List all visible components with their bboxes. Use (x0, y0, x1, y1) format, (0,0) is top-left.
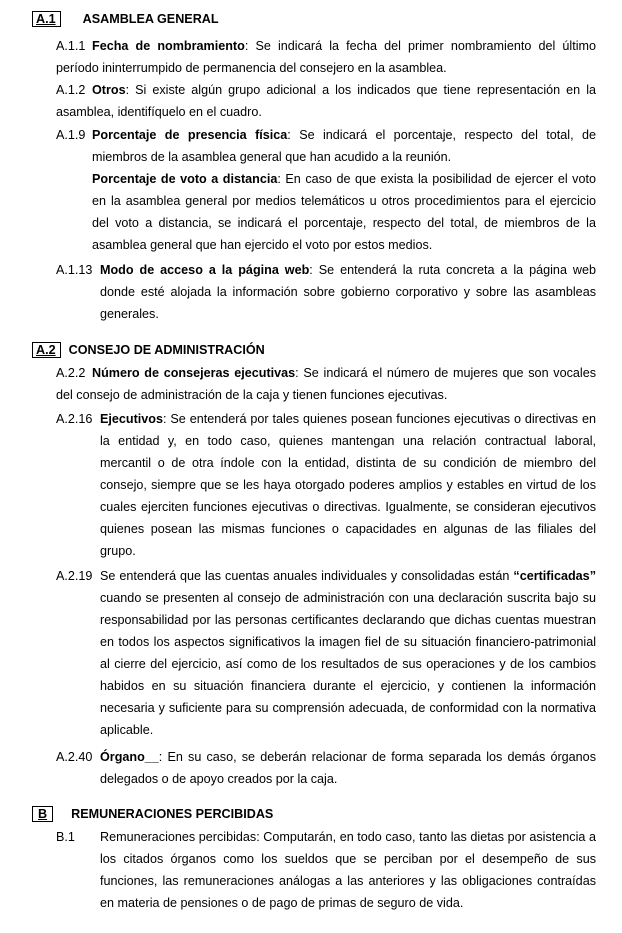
item-number: A.2.2 (56, 366, 86, 380)
item-number: A.2.16 (56, 412, 93, 426)
list-item (56, 35, 596, 79)
section-code: A.1 (32, 11, 61, 27)
item-text (56, 124, 596, 168)
item-body-2: : En caso de que exista la posibilidad de ejercer el voto en la asamblea general por medios telemáticos u otros procedimientos para el ejercicio del voto a distancia, se indicará el porcentaje, respecto del total, de miembros de la asamblea general que han ejercido el voto por estos medios. (92, 172, 596, 252)
item-body: : En su caso, se deberán relacionar de forma separada los demás órganos delegados o de apoyo creados por la caja. (100, 750, 596, 786)
item-number: A.2.19 (56, 569, 93, 583)
item-body: : Si existe algún grupo adicional a los indicados que tiene representación en la asamblea, identifíquelo en el cuadro. (56, 83, 596, 119)
item-text (56, 35, 596, 79)
list-item (56, 79, 596, 123)
item-term: Otros (92, 83, 126, 97)
list-item (56, 124, 596, 256)
item-number: A.1.9 (56, 128, 86, 142)
item-body: Remuneraciones percibidas: Computarán, en todo caso, tanto las dietas por asistencia a los citados órganos como los sueldos que se perciban por el desempeño de sus funciones, las remuneraciones análogas a las anteriores y las obligaciones contraídas en materia de pensiones o de pago de primas de seguro de vida. (100, 830, 596, 910)
item-term: Fecha de nombramiento (92, 39, 245, 53)
section-title: ASAMBLEA GENERAL (82, 12, 219, 26)
item-text (56, 362, 596, 406)
list-item (56, 362, 596, 406)
section-header-a2 (32, 341, 265, 359)
list-item (56, 826, 596, 914)
item-body: : Se indicará el porcentaje, respecto del total, de miembros de la asamblea general que han acudido a la reunión. (92, 128, 596, 164)
item-text-2 (56, 168, 596, 256)
item-number: B.1 (56, 830, 75, 844)
item-number: A.1.13 (56, 263, 93, 277)
item-term-2: Porcentaje de voto a distancia (92, 172, 278, 186)
section-title: REMUNERACIONES PERCIBIDAS (71, 807, 274, 821)
section-code: B (32, 806, 53, 822)
item-text (56, 408, 596, 562)
item-number: A.1.2 (56, 83, 86, 97)
section-title: CONSEJO DE ADMINISTRACIÓN (68, 343, 265, 357)
list-item (56, 259, 596, 325)
item-text (56, 565, 596, 741)
item-term: Porcentaje de presencia física (92, 128, 288, 142)
item-body: cuando se presenten al consejo de administración con una declaración suscrita bajo su responsabilidad por las personas certificantes declarando que dichas cuentas muestran en todos los aspectos significativos la imagen fiel de su situación financiero-patrimonial al cierre del ejercicio, así como de los resultados de sus operaciones y de los cambios habidos en su situación financiera durante el ejercicio, y contienen la información necesaria y suficiente para su comprensión adecuada, de conformidad con la normativa aplicable. (100, 591, 596, 737)
item-body: : Se entenderá la ruta concreta a la página web donde esté alojada la información sobre gobierno corporativo y sobre las asambleas generales. (100, 263, 596, 321)
item-body: : Se indicará la fecha del primer nombramiento del último período ininterrumpido de permanencia del consejero en la asamblea. (56, 39, 597, 75)
list-item (56, 408, 596, 562)
item-pre: Se entenderá que las cuentas anuales individuales y consolidadas están (100, 569, 514, 583)
item-term: Órgano__ (100, 750, 159, 764)
list-item (56, 565, 596, 741)
item-text (56, 746, 596, 790)
section-header-a1 (32, 10, 219, 28)
item-text (56, 826, 596, 914)
item-body: : Se indicará el número de mujeres que son vocales del consejo de administración de la caja y tienen funciones ejecutivas. (56, 366, 596, 402)
list-item (56, 746, 596, 790)
item-number: A.1.1 (56, 39, 86, 53)
item-term: “certificadas” (513, 569, 596, 583)
item-term: Número de consejeras ejecutivas (92, 366, 296, 380)
item-body: : Se entenderá por tales quienes posean funciones ejecutivas o directivas en la entidad y, en todo caso, quienes mantengan una relación contractual laboral, mercantil o de otra índole con la entidad, distinta de su condición de miembro del consejo, siempre que se les haya otorgado poderes amplios y estables en virtud de los cuales ejerciten funciones ejecutivas o directivas. Igualmente, se consideran ejecutivos quienes posean las mismas funciones o capacidades en algunas de las filiales del grupo. (100, 412, 596, 558)
item-term: Ejecutivos (100, 412, 163, 426)
section-code: A.2 (32, 342, 61, 358)
item-term: Modo de acceso a la página web (100, 263, 310, 277)
item-number: A.2.40 (56, 750, 93, 764)
item-text (56, 259, 596, 325)
section-header-b (32, 805, 273, 823)
item-text (56, 79, 596, 123)
